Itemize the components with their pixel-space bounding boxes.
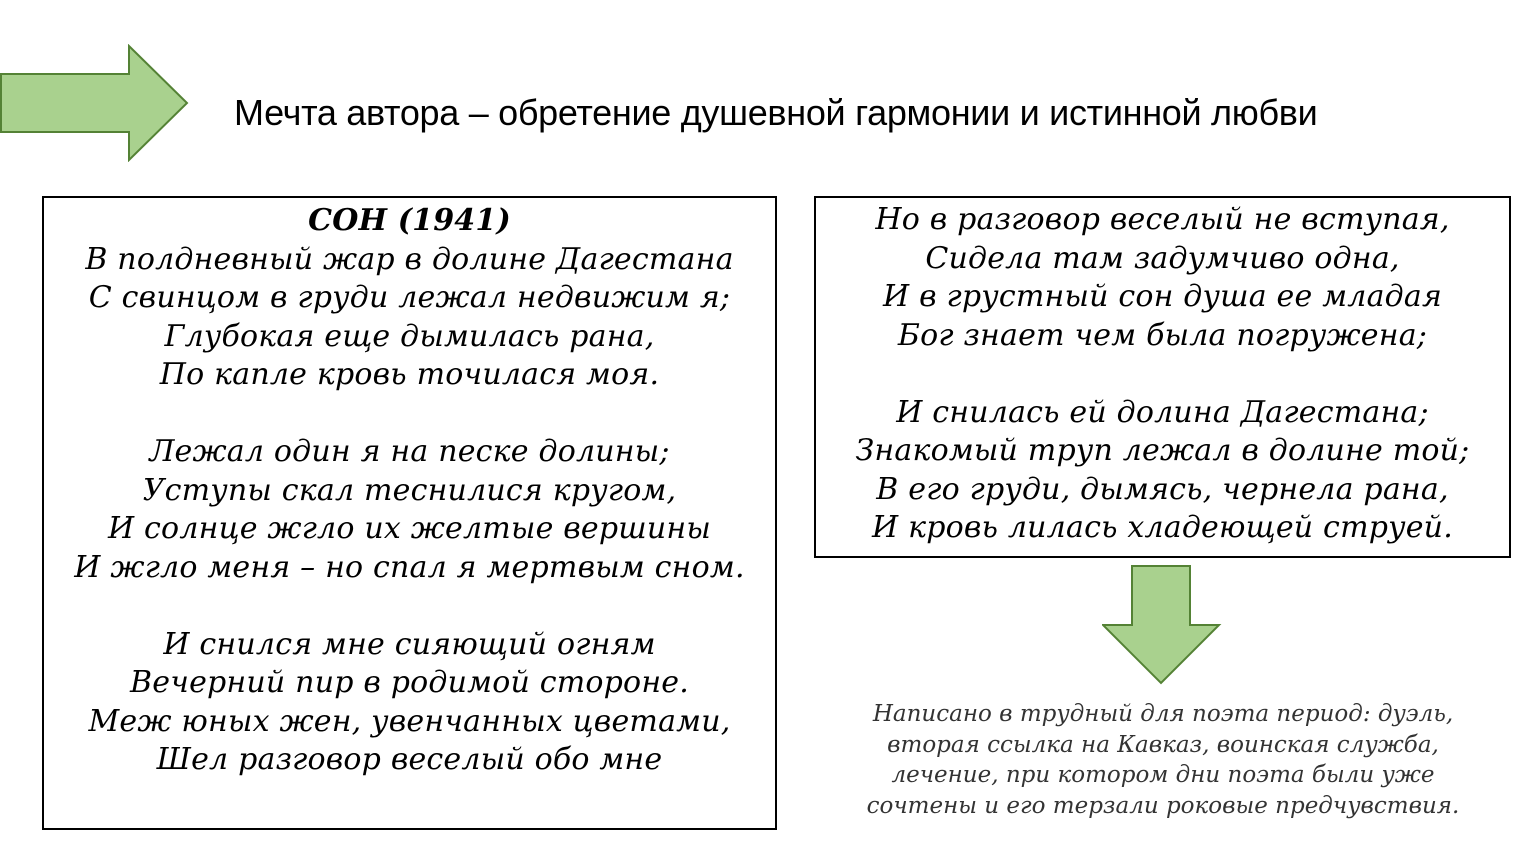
poem-blank-line bbox=[816, 355, 1509, 394]
slide-title: Мечта автора – обретение душевной гармонии и истинной любви bbox=[234, 92, 1318, 133]
poem-right-text bbox=[816, 201, 1509, 548]
poem-blank-line bbox=[44, 395, 775, 434]
poem-blank-line bbox=[44, 587, 775, 626]
note-line: лечение, при котором дни поэта были уже bbox=[891, 762, 1435, 788]
poem-line: Шел разговор веселый обо мне bbox=[156, 742, 663, 777]
poem-line: И кровь лилась хладеющей струей. bbox=[872, 510, 1453, 545]
arrow-right-shape bbox=[1, 46, 187, 160]
arrow-down-shape bbox=[1103, 566, 1219, 683]
note-line: сочтены и его терзали роковые предчувствия. bbox=[866, 792, 1460, 819]
poem-line: Знакомый труп лежал в долине той; bbox=[855, 433, 1470, 468]
poem-line: И в грустный сон душа ее младая bbox=[882, 279, 1443, 314]
poem-line: Сидела там задумчиво одна, bbox=[925, 240, 1400, 276]
poem-line: Меж юных жен, увенчанных цветами, bbox=[88, 703, 731, 739]
poem-line: Уступы скал теснилися кругом, bbox=[142, 472, 677, 508]
note-line: вторая ссылка на Кавказ, воинская служба, bbox=[887, 731, 1439, 758]
poem-box-right bbox=[814, 196, 1511, 558]
poem-line: Глубокая еще дымилась рана, bbox=[164, 318, 655, 354]
arrow-right-icon bbox=[0, 44, 190, 162]
poem-line: Вечерний пир в родимой стороне. bbox=[130, 665, 689, 700]
poem-line: С свинцом в груди лежал недвижим я; bbox=[88, 280, 731, 315]
poem-line: И жгло меня – но спал я мертвым сном. bbox=[74, 549, 745, 585]
poem-left-text bbox=[44, 202, 775, 780]
arrow-down-icon bbox=[1102, 565, 1222, 685]
poem-title: СОН (1941) bbox=[308, 203, 511, 238]
poem-line: В его груди, дымясь, чернела рана, bbox=[876, 471, 1449, 507]
poem-line: Бог знает чем была погружена; bbox=[897, 317, 1428, 353]
poem-line: Но в разговор веселый не вступая, bbox=[875, 202, 1450, 237]
note-line: Написано в трудный для поэта период: дуэль, bbox=[872, 701, 1454, 727]
poem-line: По капле кровь точилася моя. bbox=[159, 357, 660, 392]
poem-line: И снился мне сияющий огням bbox=[163, 626, 656, 662]
poem-line: В полдневный жар в долине Дагестана bbox=[85, 241, 734, 277]
poem-line: И солнце жгло их желтые вершины bbox=[107, 511, 712, 546]
poem-line: Лежал один я на песке долины; bbox=[149, 434, 670, 469]
context-note bbox=[836, 699, 1490, 821]
poem-box-left bbox=[42, 196, 777, 830]
poem-line: И снилась ей долина Дагестана; bbox=[896, 394, 1429, 430]
